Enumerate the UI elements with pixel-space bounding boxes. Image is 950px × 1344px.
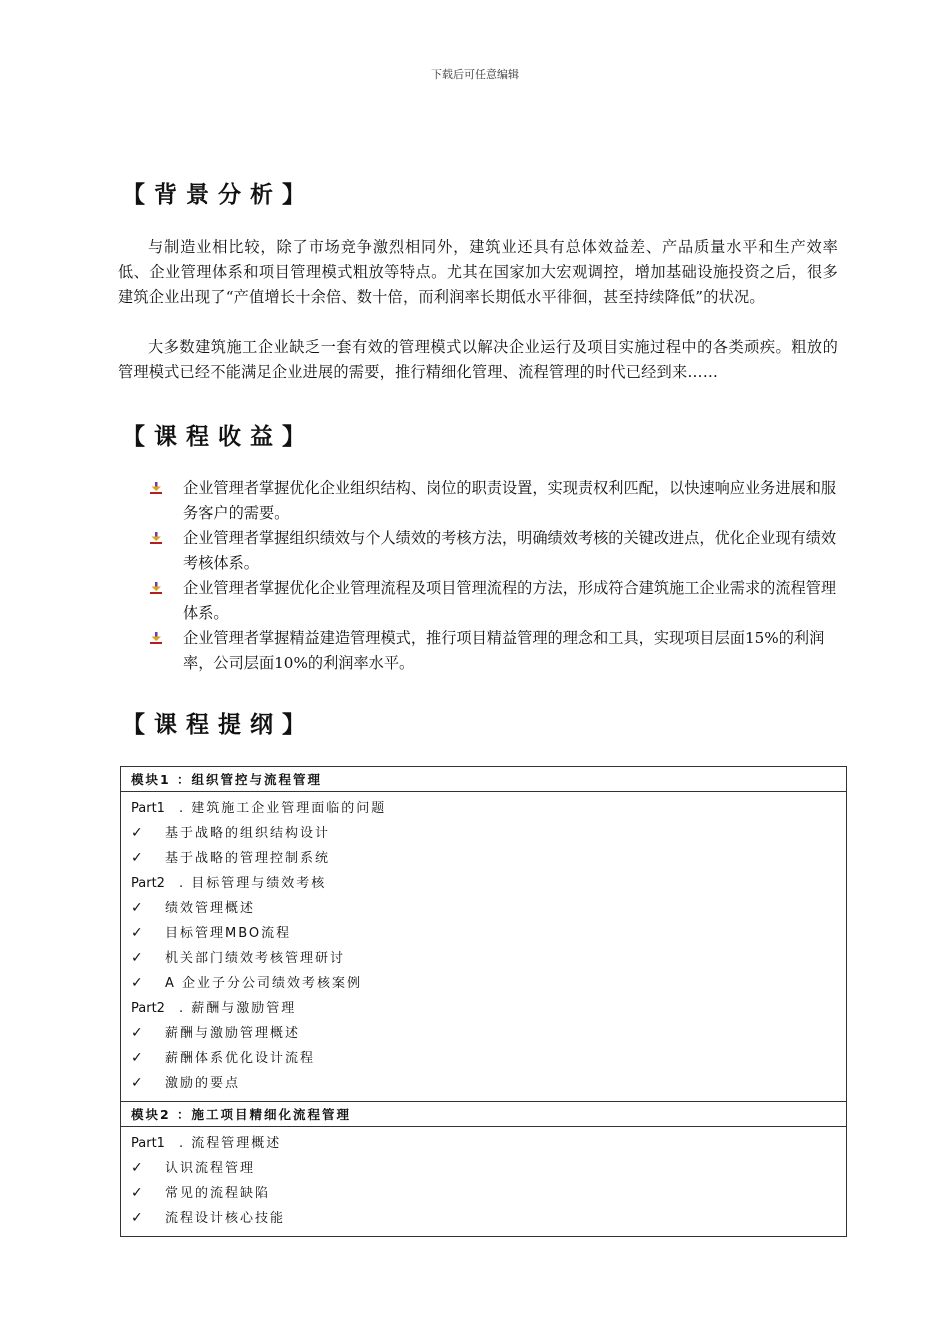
part-line (131, 796, 836, 821)
list-item (150, 476, 840, 526)
check-text: 基于战略的组织结构设计 (165, 826, 331, 841)
list-item (150, 626, 840, 676)
background-paragraph-1: 与制造业相比较，除了市场竞争激烈相同外，建筑业还具有总体效益差、产品质量水平和生产效率低、企业管理体系和项目管理模式粗放等特点。尤其在国家加大宏观调控，增加基础设施投资之后，很多建筑企业出现了“产值增长十余倍、数十倍，而利润率长期低水平徘徊，甚至持续降低”的状况。 (118, 238, 838, 306)
part-label: Part2 (131, 1001, 165, 1016)
part-title: . 薪酬与激励管理 (179, 1001, 297, 1016)
check-text: 流程设计核心技能 (165, 1211, 286, 1226)
check-text: 薪酬体系优化设计流程 (165, 1051, 316, 1066)
checkmark-icon: ✓ (131, 900, 143, 916)
section-title-benefits: 【课程收益】 (122, 424, 314, 450)
benefit-text: 企业管理者掌握优化企业管理流程及项目管理流程的方法，形成符合建筑施工企业需求的流程管理体系。 (183, 579, 837, 622)
part-line (131, 1131, 836, 1156)
module-header-row (121, 1102, 847, 1127)
check-text: A 企业子分公司绩效考核案例 (165, 976, 363, 991)
check-line (131, 896, 836, 921)
list-item (150, 526, 840, 576)
arrow-down-bullet-icon (150, 532, 162, 544)
module-body (121, 792, 847, 1102)
checkmark-icon: ✓ (131, 950, 143, 966)
check-line (131, 921, 836, 946)
checkmark-icon: ✓ (131, 975, 143, 991)
background-paragraph-2: 大多数建筑施工企业缺乏一套有效的管理模式以解决企业运行及项目实施过程中的各类顽疾。粗放的管理模式已经不能满足企业进展的需要，推行精细化管理、流程管理的时代已经到来…… (118, 338, 838, 381)
part-title: . 目标管理与绩效考核 (179, 876, 327, 891)
check-text: 绩效管理概述 (165, 901, 256, 916)
check-line (131, 1156, 836, 1181)
part-line (131, 996, 836, 1021)
checkmark-icon: ✓ (131, 1160, 143, 1176)
checkmark-icon: ✓ (131, 1210, 143, 1226)
arrow-down-bullet-icon (150, 582, 162, 594)
page-header-note: 下载后可任意编辑 (431, 68, 519, 81)
part-title: . 建筑施工企业管理面临的问题 (179, 801, 387, 816)
arrow-down-bullet-icon (150, 632, 162, 644)
checkmark-icon: ✓ (131, 1050, 143, 1066)
check-line (131, 1071, 836, 1096)
checkmark-icon: ✓ (131, 1025, 143, 1041)
check-text: 目标管理MBO流程 (165, 926, 292, 941)
benefits-list (150, 476, 840, 676)
check-text: 基于战略的管理控制系统 (165, 851, 331, 866)
list-item (150, 576, 840, 626)
course-outline-table (120, 766, 847, 1237)
benefit-text: 企业管理者掌握精益建造管理模式，推行项目精益管理的理念和工具，实现项目层面15%的利润率，公司层面10%的利润率水平。 (183, 629, 825, 672)
checkmark-icon: ✓ (131, 925, 143, 941)
module-header-row (121, 767, 847, 792)
check-text: 薪酬与激励管理概述 (165, 1026, 301, 1041)
part-label: Part2 (131, 876, 165, 891)
benefit-text: 企业管理者掌握组织绩效与个人绩效的考核方法，明确绩效考核的关键改进点，优化企业现有绩效考核体系。 (183, 529, 837, 572)
part-line (131, 871, 836, 896)
arrow-down-bullet-icon (150, 482, 162, 494)
check-line (131, 946, 836, 971)
check-text: 激励的要点 (165, 1076, 241, 1091)
module-body-row (121, 792, 847, 1102)
checkmark-icon: ✓ (131, 825, 143, 841)
check-text: 认识流程管理 (165, 1161, 256, 1176)
check-text: 常见的流程缺陷 (165, 1186, 271, 1201)
section-title-outline: 【课程提纲】 (122, 712, 314, 738)
checkmark-icon: ✓ (131, 1075, 143, 1091)
section-title-background: 【背景分析】 (122, 182, 314, 208)
module-body-row (121, 1127, 847, 1237)
checkmark-icon: ✓ (131, 850, 143, 866)
check-line (131, 971, 836, 996)
module-title: 模块1 ：组织管控与流程管理 (121, 767, 847, 792)
part-title: . 流程管理概述 (179, 1136, 282, 1151)
check-line (131, 821, 836, 846)
checkmark-icon: ✓ (131, 1185, 143, 1201)
part-label: Part1 (131, 1136, 165, 1151)
check-line (131, 1206, 836, 1231)
check-text: 机关部门绩效考核管理研讨 (165, 951, 346, 966)
check-line (131, 846, 836, 871)
check-line (131, 1046, 836, 1071)
part-label: Part1 (131, 801, 165, 816)
module-body (121, 1127, 847, 1237)
check-line (131, 1181, 836, 1206)
benefit-text: 企业管理者掌握优化企业组织结构、岗位的职责设置，实现责权利匹配，以快速响应业务进展和服务客户的需要。 (183, 479, 837, 522)
module-title: 模块2 ：施工项目精细化流程管理 (121, 1102, 847, 1127)
check-line (131, 1021, 836, 1046)
